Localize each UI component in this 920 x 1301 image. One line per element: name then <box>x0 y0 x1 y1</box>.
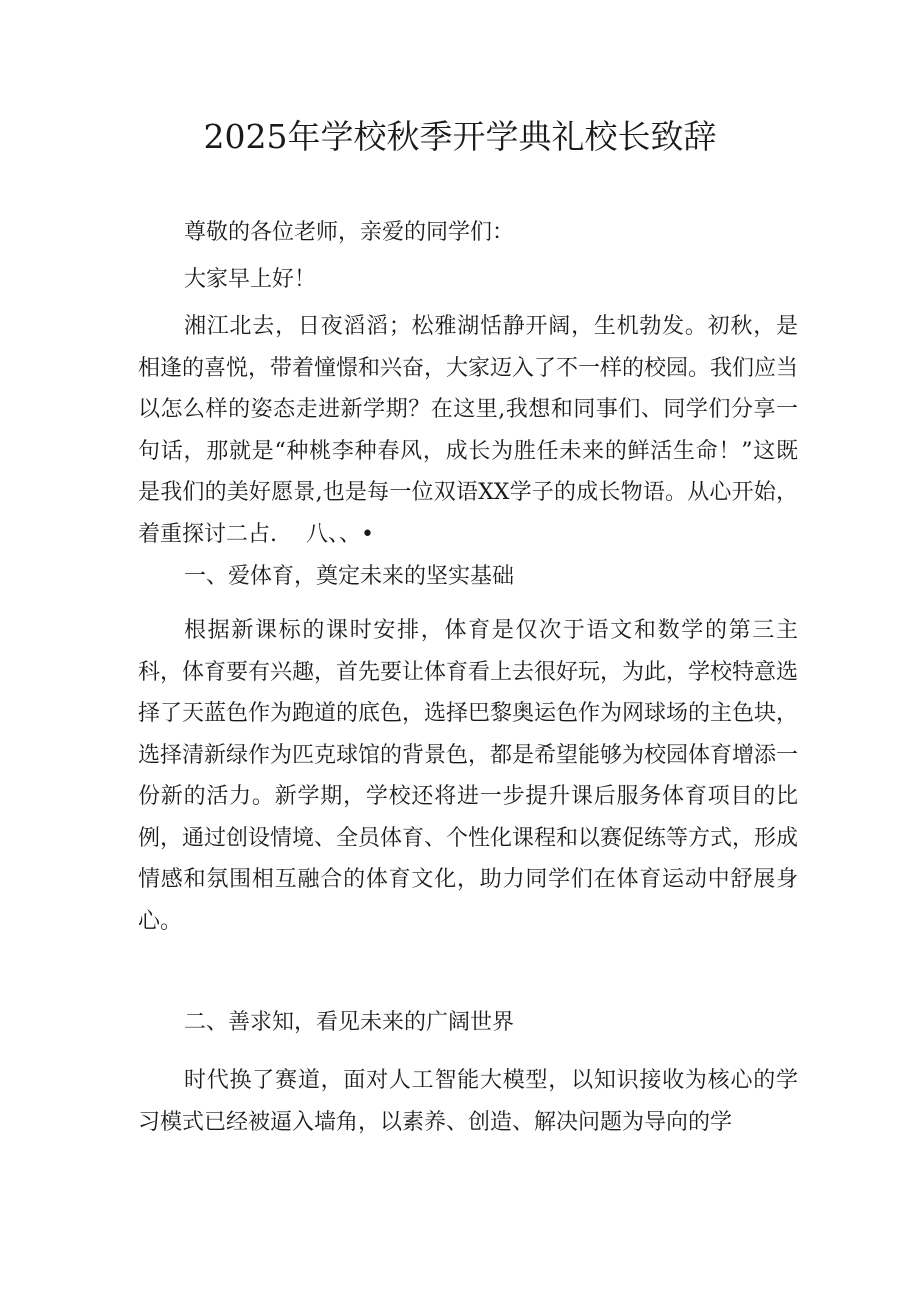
section2-body: 时代换了赛道，面对人工智能大模型，以知识接收为核心的学习模式已经被逼入墙角，以素养、创造、解决问题为导向的学 <box>138 1068 798 1135</box>
document-title: 2025年学校秋季开学典礼校长致辞 <box>203 117 717 156</box>
section1-body: 根据新课标的课时安排，体育是仅次于语文和数学的第三主科，体育要有兴趣，首先要让体育看上去很好玩，为此，学校特意选择了天蓝色作为跑道的底色，选择巴黎奥运色作为网球场的主色块，选择清新绿作为匹克球馆的背景色，都是希望能够为校园体育增添一份新的活力。新学期，学校还将进一步提升课后服务体育项目的比例，通过创设情境、全员体育、个性化课程和以赛促练等方式，形成情感和氛围相互融合的体育文化，助力同学们在体育运动中舒展身心。 <box>138 618 799 934</box>
section2-heading: 二、善求知，看见未来的广阔世界 <box>184 1010 515 1035</box>
intro-paragraph: 湘江北去，日夜滔滔；松雅湖恬静开阔，生机勃发。初秋，是相逢的喜悦，带着憧憬和兴奋，大家迈入了不一样的校园。我们应当以怎么样的姿态走进新学期？在这里,我想和同事们、同学们分享一句话，那就是“种桃李种春风，成长为胜任未来的鲜活生命！”这既是我们的美好愿景,也是每一位双语XX学子的成长物语。从心开始，着重探讨二占. 八、、• <box>138 314 799 547</box>
salutation: 尊敬的各位老师，亲爱的同学们： <box>184 220 515 245</box>
greeting: 大家早上好！ <box>184 267 317 292</box>
section1-heading: 一、爱体育，奠定未来的坚实基础 <box>184 564 515 589</box>
